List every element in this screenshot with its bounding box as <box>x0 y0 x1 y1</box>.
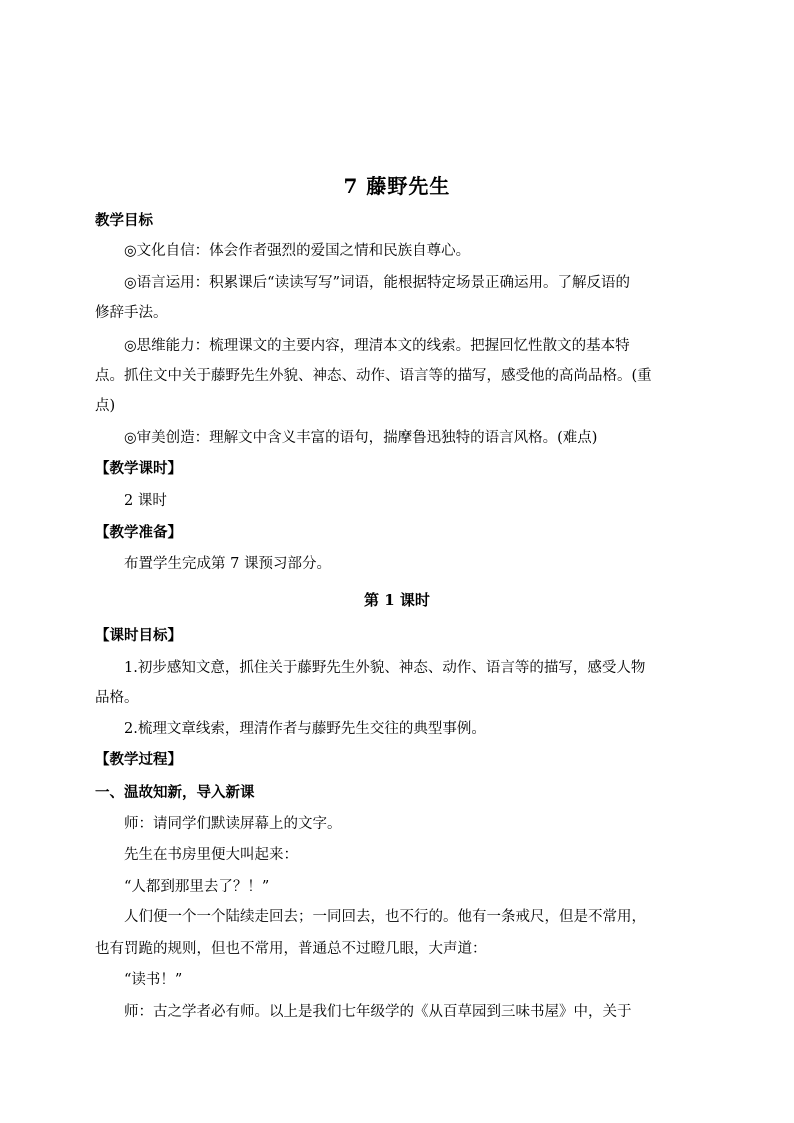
goal-culture: ◎文化自信：体会作者强烈的爱国之情和民族自尊心。 <box>124 243 471 259</box>
goal-language-line2: 修辞手法。 <box>95 305 168 321</box>
goal-aesthetic: ◎审美创造：理解文中含义丰富的语句，揣摩鲁迅独特的语言风格。(难点) <box>124 430 598 446</box>
paragraph-1: 师：请同学们默读屏幕上的文字。 <box>124 816 342 832</box>
goal-thinking-line2: 点。抓住文中关于藤野先生外貌、神态、动作、语言等的描写，感受他的高尚品格。(重 <box>95 368 652 384</box>
goal-language-line1: ◎语言运用：积累课后“读读写写”词语，能根据特定场景正确运用。了解反语的 <box>124 275 630 291</box>
goals-heading: 教学目标 <box>95 212 153 229</box>
goal-thinking-line1: ◎思维能力：梳理课文的主要内容，理清本文的线索。把握回忆性散文的基本特 <box>124 338 630 354</box>
goal-thinking-line3: 点) <box>95 398 116 414</box>
paragraph-3: “人都到那里去了？！” <box>124 879 270 895</box>
paragraph-6: 师：古之学者必有师。以上是我们七年级学的《从百草园到三味书屋》中，关于 <box>124 1004 632 1020</box>
paragraph-4-line1: 人们便一个一个陆续走回去；一同回去，也不行的。他有一条戒尺，但是不常用， <box>124 909 646 925</box>
lesson-heading: 第 1 课时 <box>364 591 430 609</box>
lesson-goal2: 2.梳理文章线索，理清作者与藤野先生交往的典型事例。 <box>124 721 486 737</box>
prep-value: 布置学生完成第 7 课预习部分。 <box>124 556 331 572</box>
prep-heading: 【教学准备】 <box>95 524 182 541</box>
step1-heading: 一、温故知新，导入新课 <box>95 784 255 801</box>
lesson-goal1-line1: 1.初步感知文意，抓住关于藤野先生外貌、神态、动作、语言等的描写，感受人物 <box>124 660 646 676</box>
page-title: 7 藤野先生 <box>343 174 451 198</box>
process-heading: 【教学过程】 <box>95 751 182 768</box>
paragraph-2: 先生在书房里便大叫起来： <box>124 847 298 863</box>
hours-value: 2 课时 <box>124 493 167 509</box>
paragraph-4-line2: 也有罚跪的规则，但也不常用，普通总不过瞪几眼，大声道： <box>95 941 487 957</box>
lesson-goal-heading: 【课时目标】 <box>95 627 182 644</box>
hours-heading: 【教学课时】 <box>95 460 182 477</box>
lesson-goal1-line2: 品格。 <box>95 690 139 706</box>
paragraph-5: “读书！” <box>124 972 183 988</box>
